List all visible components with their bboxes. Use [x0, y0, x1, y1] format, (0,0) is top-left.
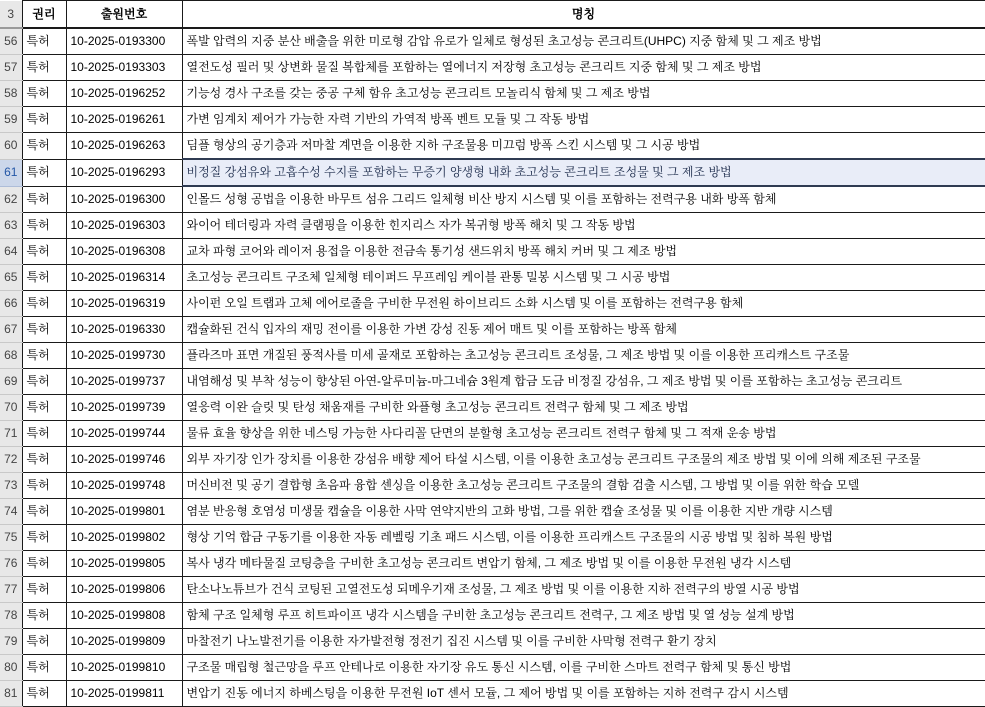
table-row [0, 343, 985, 369]
row-number[interactable]: 60 [0, 133, 22, 160]
cell-appno[interactable]: 10-2025-0199744 [66, 421, 182, 447]
table-row [0, 603, 985, 629]
row-number[interactable]: 73 [0, 473, 22, 499]
cell-right[interactable]: 특허 [22, 265, 66, 291]
table-row [0, 525, 985, 551]
cell-title[interactable]: 폭발 압력의 지중 분산 배출을 위한 미로형 감압 유로가 일체로 형성된 초고성능 콘크리트(UHPC) 지중 함체 및 그 제조 방법 [182, 28, 985, 55]
cell-right[interactable]: 특허 [22, 239, 66, 265]
cell-title[interactable]: 염분 반응형 호염성 미생물 캡슐을 이용한 사막 연약지반의 고화 방법, 그를 위한 캡슐 조성물 및 이를 이용한 지반 개량 시스템 [182, 499, 985, 525]
cell-appno[interactable]: 10-2025-0196263 [66, 133, 182, 160]
cell-appno[interactable]: 10-2025-0196252 [66, 81, 182, 107]
table-row [0, 551, 985, 577]
row-number[interactable]: 59 [0, 107, 22, 133]
row-number[interactable]: 81 [0, 681, 22, 707]
cell-title[interactable]: 탄소나노튜브가 건식 코팅된 고열전도성 되메우기재 조성물, 그 제조 방법 및 이를 이용한 지하 전력구의 방열 시공 방법 [182, 577, 985, 603]
cell-appno[interactable]: 10-2025-0196293 [66, 159, 182, 186]
cell-appno[interactable]: 10-2025-0199801 [66, 499, 182, 525]
cell-title[interactable]: 와이어 테더링과 자력 클램핑을 이용한 힌지리스 자가 복귀형 방폭 해치 및 그 작동 방법 [182, 213, 985, 239]
row-number[interactable]: 69 [0, 369, 22, 395]
cell-appno[interactable]: 10-2025-0199739 [66, 395, 182, 421]
cell-right[interactable]: 특허 [22, 317, 66, 343]
row-number[interactable]: 76 [0, 551, 22, 577]
cell-right[interactable]: 특허 [22, 499, 66, 525]
cell-title[interactable]: 가변 임계치 제어가 가능한 자력 기반의 가역적 방폭 벤트 모듈 및 그 작동 방법 [182, 107, 985, 133]
cell-appno[interactable]: 10-2025-0199809 [66, 629, 182, 655]
table-row [0, 81, 985, 107]
table-row [0, 28, 985, 55]
cell-right[interactable]: 특허 [22, 551, 66, 577]
table-row [0, 499, 985, 525]
row-number[interactable]: 61 [0, 159, 22, 186]
column-header-right[interactable]: 권리 [22, 1, 66, 29]
cell-right[interactable]: 특허 [22, 55, 66, 81]
table-row [0, 186, 985, 213]
cell-title[interactable]: 형상 기억 합금 구동기를 이용한 자동 레벨링 기초 패드 시스템, 이를 이용한 프리캐스트 구조물의 시공 방법 및 침하 복원 방법 [182, 525, 985, 551]
cell-appno[interactable]: 10-2025-0199806 [66, 577, 182, 603]
cell-appno[interactable]: 10-2025-0199808 [66, 603, 182, 629]
table-row [0, 395, 985, 421]
row-number[interactable]: 74 [0, 499, 22, 525]
cell-appno[interactable]: 10-2025-0199802 [66, 525, 182, 551]
cell-right[interactable]: 특허 [22, 369, 66, 395]
cell-title[interactable]: 내염해성 및 부착 성능이 향상된 아연-알루미늄-마그네슘 3원계 합금 도금 비정질 강섬유, 그 제조 방법 및 이를 포함하는 초고성능 콘크리트 [182, 369, 985, 395]
row-number[interactable]: 65 [0, 265, 22, 291]
table-row [0, 107, 985, 133]
cell-title[interactable]: 사이펀 오일 트랩과 고체 에어로졸을 구비한 무전원 하이브리드 소화 시스템 및 이를 포함하는 전력구용 함체 [182, 291, 985, 317]
row-number[interactable]: 66 [0, 291, 22, 317]
table-row [0, 369, 985, 395]
cell-appno[interactable]: 10-2025-0199810 [66, 655, 182, 681]
row-number[interactable]: 75 [0, 525, 22, 551]
cell-appno[interactable]: 10-2025-0196330 [66, 317, 182, 343]
cell-appno[interactable]: 10-2025-0199746 [66, 447, 182, 473]
cell-appno[interactable]: 10-2025-0196319 [66, 291, 182, 317]
cell-appno[interactable]: 10-2025-0196308 [66, 239, 182, 265]
table-row [0, 655, 985, 681]
cell-title[interactable]: 열전도성 필러 및 상변화 물질 복합체를 포함하는 열에너지 저장형 초고성능 콘크리트 지중 함체 및 그 제조 방법 [182, 55, 985, 81]
table-row [0, 265, 985, 291]
table-row [0, 133, 985, 160]
cell-right[interactable]: 특허 [22, 655, 66, 681]
row-number[interactable]: 62 [0, 186, 22, 213]
cell-right[interactable]: 특허 [22, 577, 66, 603]
cell-title[interactable]: 복사 냉각 메타물질 코팅층을 구비한 초고성능 콘크리트 변압기 함체, 그 제조 방법 및 이를 이용한 무전원 냉각 시스템 [182, 551, 985, 577]
cell-appno[interactable]: 10-2025-0199811 [66, 681, 182, 707]
table-row [0, 447, 985, 473]
cell-title[interactable]: 교차 파형 코어와 레이저 용접을 이용한 전금속 통기성 샌드위치 방폭 해치 커버 및 그 제조 방법 [182, 239, 985, 265]
cell-title[interactable]: 외부 자기장 인가 장치를 이용한 강섬유 배향 제어 타설 시스템, 이를 이용한 초고성능 콘크리트 구조물의 제조 방법 및 이에 의해 제조된 구조물 [182, 447, 985, 473]
table-row [0, 55, 985, 81]
row-number[interactable]: 67 [0, 317, 22, 343]
cell-right[interactable]: 특허 [22, 213, 66, 239]
cell-right[interactable]: 특허 [22, 186, 66, 213]
row-number[interactable]: 63 [0, 213, 22, 239]
column-header-appno[interactable]: 출원번호 [66, 1, 182, 29]
table-row [0, 421, 985, 447]
cell-appno[interactable]: 10-2025-0196300 [66, 186, 182, 213]
cell-appno[interactable]: 10-2025-0193303 [66, 55, 182, 81]
cell-right[interactable]: 특허 [22, 421, 66, 447]
cell-right[interactable]: 특허 [22, 447, 66, 473]
cell-title[interactable]: 딤플 형상의 공기층과 저마찰 계면을 이용한 지하 구조물용 미끄럼 방폭 스킨 시스템 및 그 시공 방법 [182, 133, 985, 160]
cell-appno[interactable]: 10-2025-0196314 [66, 265, 182, 291]
cell-right[interactable]: 특허 [22, 159, 66, 186]
column-header-title[interactable]: 명칭 [182, 1, 985, 29]
cell-appno[interactable]: 10-2025-0196303 [66, 213, 182, 239]
table-row [0, 577, 985, 603]
cell-right[interactable]: 특허 [22, 133, 66, 160]
row-number[interactable]: 71 [0, 421, 22, 447]
table-row [0, 473, 985, 499]
row-number[interactable]: 77 [0, 577, 22, 603]
row-number[interactable]: 72 [0, 447, 22, 473]
row-number[interactable]: 56 [0, 28, 22, 55]
cell-right[interactable]: 특허 [22, 291, 66, 317]
row-number[interactable]: 78 [0, 603, 22, 629]
cell-title[interactable]: 인몰드 성형 공법을 이용한 바무트 섬유 그리드 일체형 비산 방지 시스템 및 이를 포함하는 전력구용 내화 방폭 함체 [182, 186, 985, 213]
cell-appno[interactable]: 10-2025-0199737 [66, 369, 182, 395]
cell-title[interactable]: 기능성 경사 구조를 갖는 중공 구체 함유 초고성능 콘크리트 모놀리식 함체 및 그 제조 방법 [182, 81, 985, 107]
cell-right[interactable]: 특허 [22, 525, 66, 551]
cell-appno[interactable]: 10-2025-0193300 [66, 28, 182, 55]
cell-right[interactable]: 특허 [22, 28, 66, 55]
row-number[interactable]: 64 [0, 239, 22, 265]
table-row [0, 629, 985, 655]
cell-right[interactable]: 특허 [22, 473, 66, 499]
cell-title[interactable]: 변압기 진동 에너지 하베스팅을 이용한 무전원 IoT 센서 모듈, 그 제어 방법 및 이를 포함하는 지하 전력구 감시 시스템 [182, 681, 985, 707]
cell-right[interactable]: 특허 [22, 681, 66, 707]
cell-title[interactable]: 캡슐화된 건식 입자의 재밍 전이를 이용한 가변 강성 진동 제어 매트 및 이를 포함하는 방폭 함체 [182, 317, 985, 343]
cell-appno[interactable]: 10-2025-0199748 [66, 473, 182, 499]
table-body [0, 28, 985, 707]
cell-right[interactable]: 특허 [22, 81, 66, 107]
header-row [0, 1, 985, 29]
cell-title[interactable]: 물류 효율 향상을 위한 네스팅 가능한 사다리꼴 단면의 분할형 초고성능 콘크리트 전력구 함체 및 그 적재 운송 방법 [182, 421, 985, 447]
row-number[interactable]: 68 [0, 343, 22, 369]
table-row [0, 317, 985, 343]
cell-title[interactable]: 열응력 이완 슬릿 및 탄성 채움재를 구비한 와플형 초고성능 콘크리트 전력구 함체 및 그 제조 방법 [182, 395, 985, 421]
cell-right[interactable]: 특허 [22, 603, 66, 629]
cell-appno[interactable]: 10-2025-0199730 [66, 343, 182, 369]
cell-right[interactable]: 특허 [22, 107, 66, 133]
row-header-3[interactable]: 3 [0, 1, 22, 29]
row-number[interactable]: 58 [0, 81, 22, 107]
cell-right[interactable]: 특허 [22, 343, 66, 369]
table-row [0, 291, 985, 317]
row-number[interactable]: 70 [0, 395, 22, 421]
cell-appno[interactable]: 10-2025-0199805 [66, 551, 182, 577]
row-number[interactable]: 80 [0, 655, 22, 681]
cell-title[interactable]: 초고성능 콘크리트 구조체 일체형 테이퍼드 무프레임 케이블 관통 밀봉 시스템 및 그 시공 방법 [182, 265, 985, 291]
cell-title[interactable]: 구조물 매립형 철근망을 루프 안테나로 이용한 자기장 유도 통신 시스템, 이를 구비한 스마트 전력구 함체 및 통신 방법 [182, 655, 985, 681]
cell-title[interactable]: 마찰전기 나노발전기를 이용한 자가발전형 정전기 집진 시스템 및 이를 구비한 사막형 전력구 환기 장치 [182, 629, 985, 655]
table-row [0, 213, 985, 239]
table-row [0, 239, 985, 265]
cell-right[interactable]: 특허 [22, 629, 66, 655]
row-number[interactable]: 57 [0, 55, 22, 81]
cell-title[interactable]: 플라즈마 표면 개질된 풍적사를 미세 골재로 포함하는 초고성능 콘크리트 조성물, 그 제조 방법 및 이를 이용한 프리캐스트 구조물 [182, 343, 985, 369]
cell-title[interactable]: 비정질 강섬유와 고흡수성 수지를 포함하는 무증기 양생형 내화 초고성능 콘크리트 조성물 및 그 제조 방법 [182, 159, 985, 186]
table-row [0, 159, 985, 186]
row-number[interactable]: 79 [0, 629, 22, 655]
table-row [0, 681, 985, 707]
cell-title[interactable]: 머신비전 및 공기 결합형 초음파 융합 센싱을 이용한 초고성능 콘크리트 구조물의 결함 검출 시스템, 그 방법 및 이를 위한 학습 모델 [182, 473, 985, 499]
cell-title[interactable]: 함체 구조 일체형 루프 히트파이프 냉각 시스템을 구비한 초고성능 콘크리트 전력구, 그 제조 방법 및 열 성능 설계 방법 [182, 603, 985, 629]
cell-right[interactable]: 특허 [22, 395, 66, 421]
cell-appno[interactable]: 10-2025-0196261 [66, 107, 182, 133]
